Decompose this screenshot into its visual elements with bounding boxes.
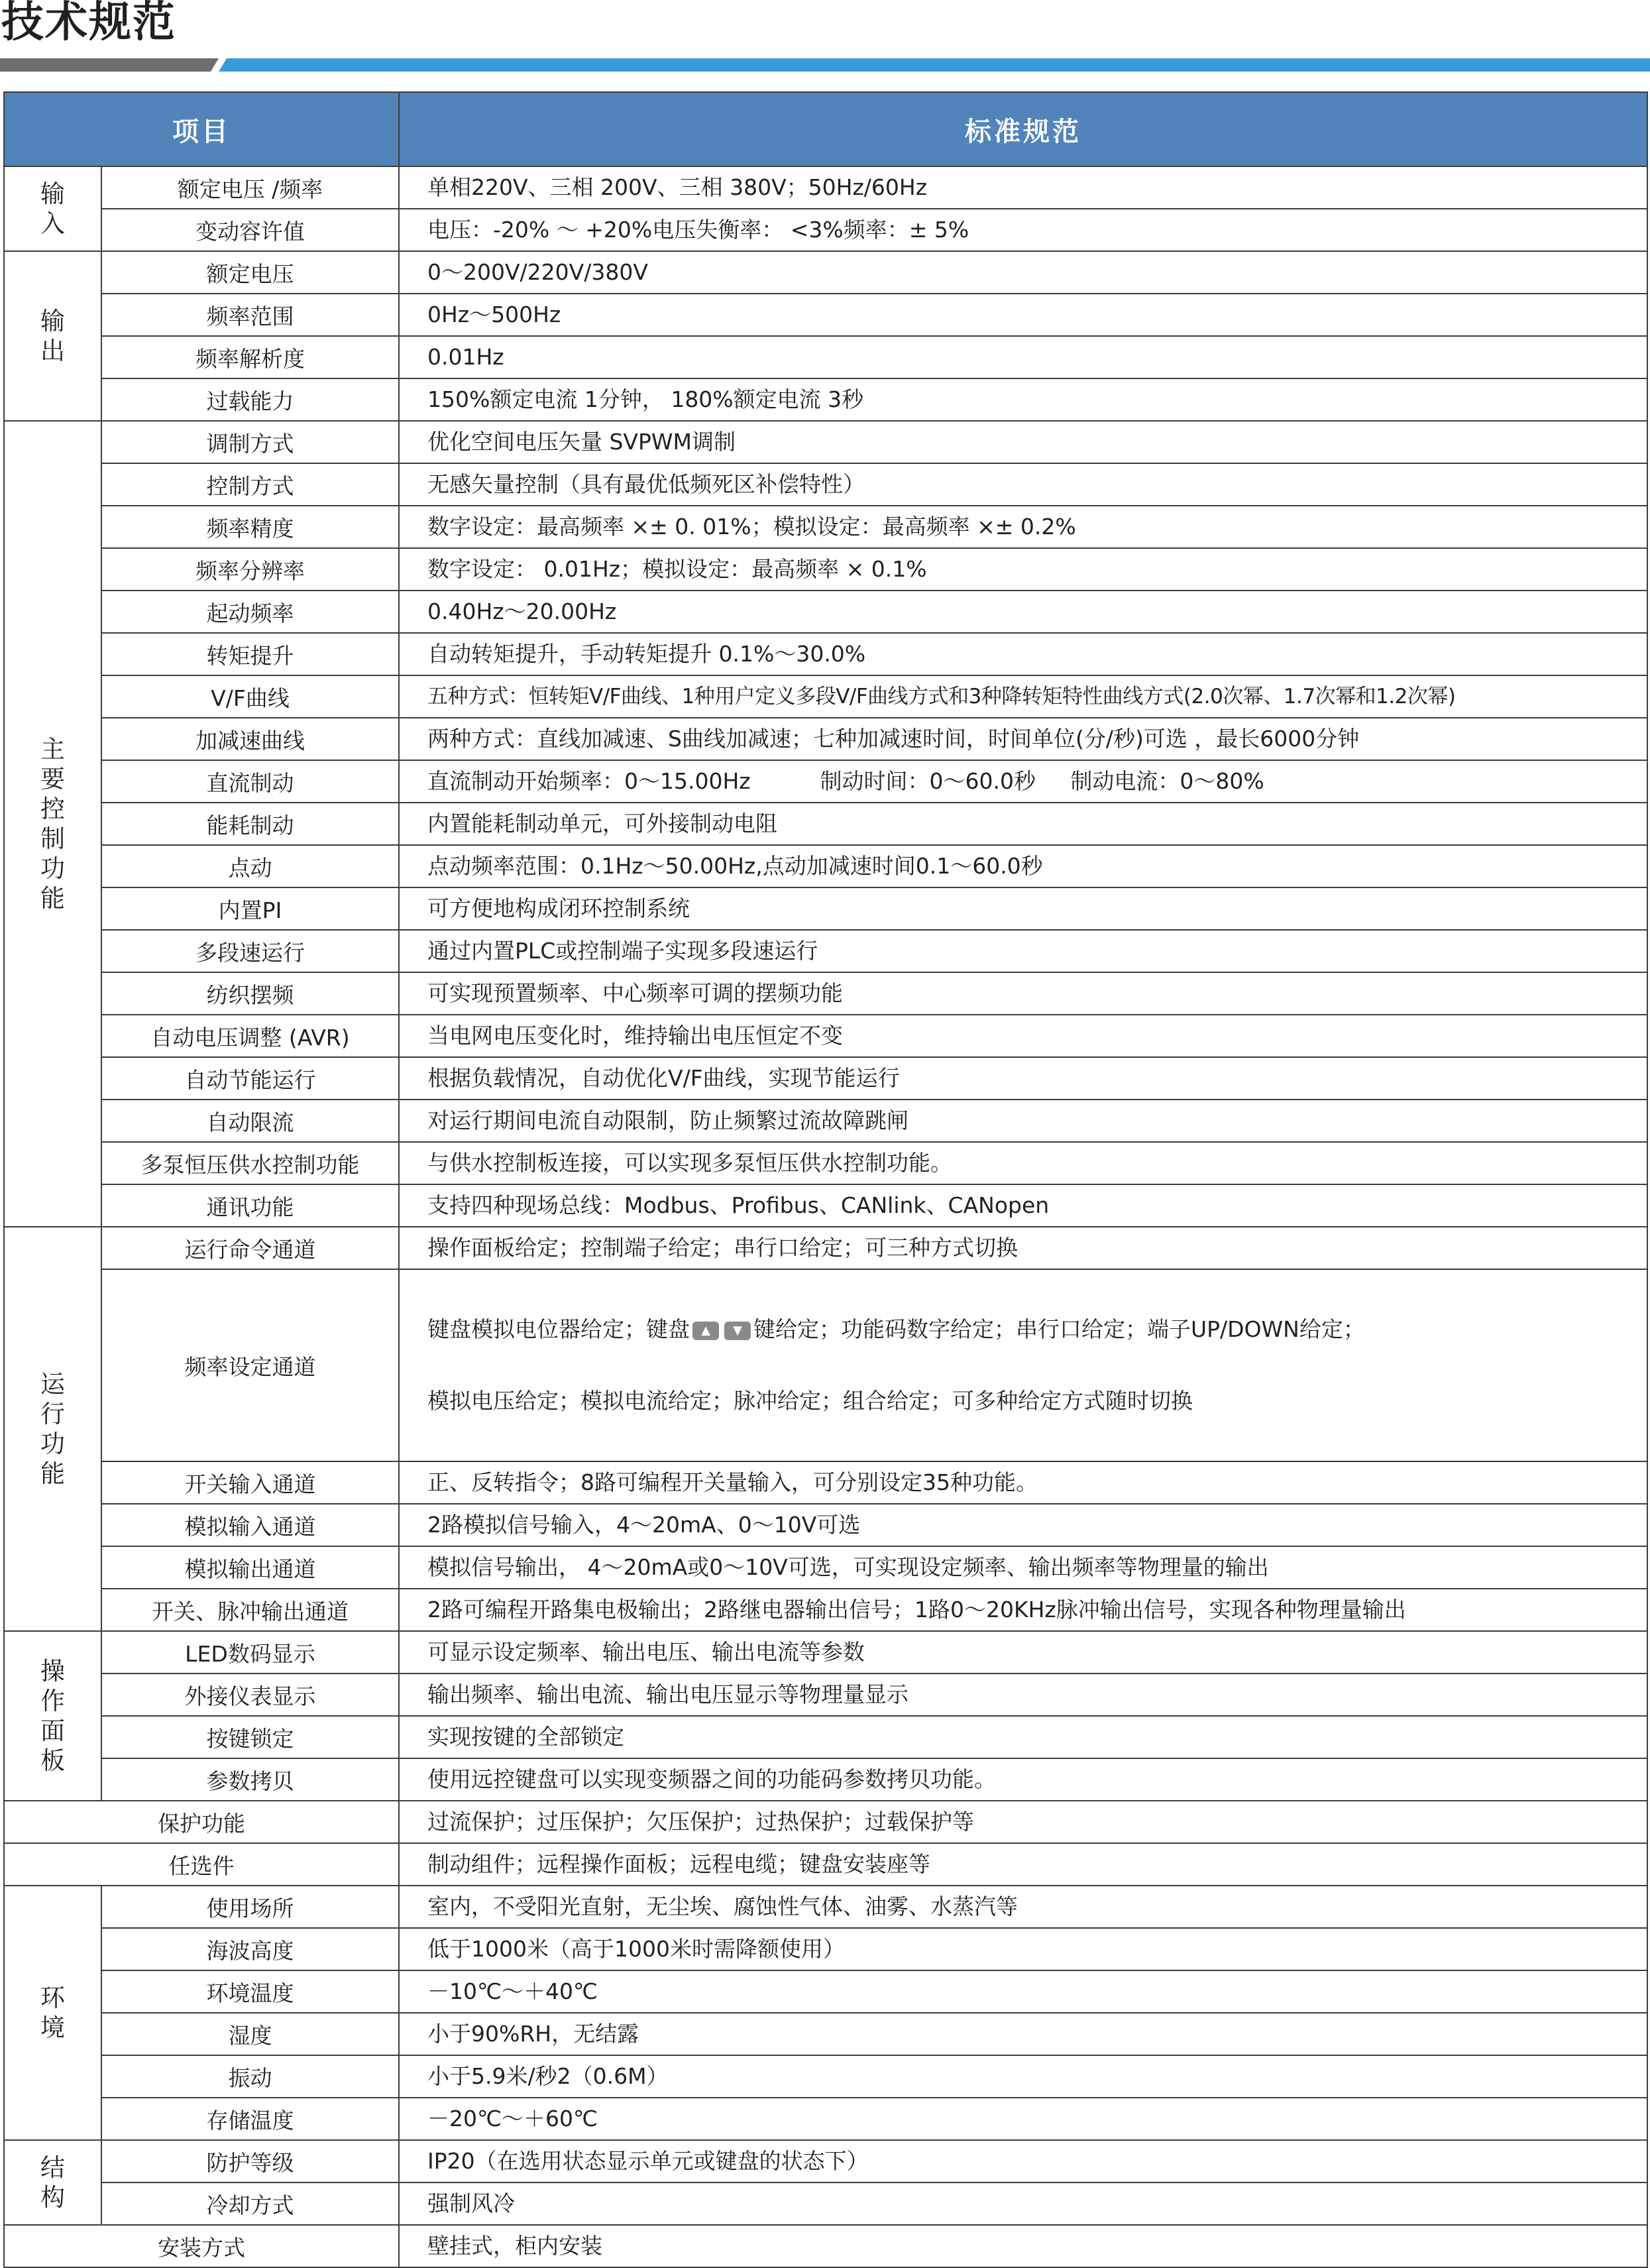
row-spec-multiline xyxy=(399,1269,1647,1461)
row-item: 加减速曲线 xyxy=(101,718,399,760)
row-spec: 制动组件；远程操作面板；远程电缆；键盘安装座等 xyxy=(399,1843,1647,1886)
row-item: 额定电压 /频率 xyxy=(101,166,399,209)
table-row xyxy=(4,1142,1647,1184)
row-item: 任选件 xyxy=(4,1843,399,1886)
header-item: 项目 xyxy=(4,92,399,166)
row-item: 自动电压调整 (AVR) xyxy=(101,1015,399,1057)
row-spec: 150%额定电流 1分钟， 180%额定电流 3秒 xyxy=(399,378,1647,421)
row-item: 开关、脉冲输出通道 xyxy=(101,1589,399,1631)
spec-line-2: 模拟电压给定；模拟电流给定；脉冲给定；组合给定；可多种给定方式随时切换 xyxy=(427,1388,1193,1414)
row-spec: 0.40Hz～20.00Hz xyxy=(399,591,1647,633)
row-spec: 输出频率、输出电流、输出电压显示等物理量显示 xyxy=(399,1673,1647,1716)
row-item: 存储温度 xyxy=(101,2098,399,2140)
table-row xyxy=(4,166,1647,209)
table-row xyxy=(4,1843,1647,1886)
table-row xyxy=(4,1057,1647,1100)
row-item: 控制方式 xyxy=(101,463,399,506)
row-spec: 2路模拟信号输入，4～20mA、0～10V可选 xyxy=(399,1504,1647,1546)
row-item: 模拟输出通道 xyxy=(101,1546,399,1589)
table-row xyxy=(4,2140,1647,2183)
row-spec: 壁挂式，柜内安装 xyxy=(399,2225,1647,2267)
row-item: 运行命令通道 xyxy=(101,1227,399,1269)
row-spec: 支持四种现场总线：Modbus、Profibus、CANlink、CANopen xyxy=(399,1184,1647,1227)
table-row xyxy=(4,1886,1647,1928)
table-row xyxy=(4,803,1647,845)
table-row xyxy=(4,1716,1647,1758)
row-spec: 无感矢量控制（具有最优低频死区补偿特性） xyxy=(399,463,1647,506)
row-item: 纺织摆频 xyxy=(101,972,399,1015)
group-label-output: 输 出 xyxy=(4,251,101,421)
row-item: 变动容许值 xyxy=(101,209,399,251)
row-spec: 两种方式：直线加减速、S曲线加减速；七种加减速时间，时间单位(分/秒)可选 ，最长6000分钟 xyxy=(399,718,1647,760)
table-row xyxy=(4,463,1647,506)
table-row xyxy=(4,1801,1647,1843)
row-spec: 通过内置PLC或控制端子实现多段速运行 xyxy=(399,930,1647,972)
row-spec: 可显示设定频率、输出电压、输出电流等参数 xyxy=(399,1631,1647,1673)
row-item: 过载能力 xyxy=(101,378,399,421)
row-item: 外接仪表显示 xyxy=(101,1673,399,1716)
row-spec: 对运行期间电流自动限制，防止频繁过流故障跳闸 xyxy=(399,1100,1647,1142)
table-row xyxy=(4,845,1647,887)
table-header-row xyxy=(4,92,1647,166)
table-row xyxy=(4,1504,1647,1546)
table-row xyxy=(4,506,1647,548)
row-spec: 电压：-20% ～ +20%电压失衡率： <3%频率：± 5% xyxy=(399,209,1647,251)
row-spec: 2路可编程开路集电极输出；2路继电器输出信号；1路0～20KHz脉冲输出信号，实现各种物理量输出 xyxy=(399,1589,1647,1631)
table-row xyxy=(4,1227,1647,1269)
table-row xyxy=(4,1184,1647,1227)
row-item: 频率解析度 xyxy=(101,336,399,378)
group-label-environment: 环 境 xyxy=(4,1886,101,2140)
table-row xyxy=(4,1928,1647,1970)
row-spec: 当电网电压变化时，维持输出电压恒定不变 xyxy=(399,1015,1647,1057)
table-row xyxy=(4,675,1647,718)
row-item: 振动 xyxy=(101,2055,399,2098)
table-row xyxy=(4,1589,1647,1631)
page-title: 技术规范 xyxy=(1,0,176,47)
row-item: 模拟输入通道 xyxy=(101,1504,399,1546)
title-underline-accent xyxy=(219,58,1650,72)
table-row xyxy=(4,1970,1647,2013)
row-item: 海波高度 xyxy=(101,1928,399,1970)
table-row xyxy=(4,1546,1647,1589)
spec-line-1: 键盘模拟电位器给定；键盘 ▲ ▼ 键给定；功能码数字给定；串行口给定；端子UP/DOWN给定； xyxy=(427,1316,1365,1342)
title-underline xyxy=(0,58,1650,72)
table-row xyxy=(4,718,1647,760)
table-row xyxy=(4,591,1647,633)
row-spec: 过流保护；过压保护；欠压保护；过热保护；过载保护等 xyxy=(399,1801,1647,1843)
row-spec: 使用远控键盘可以实现变频器之间的功能码参数拷贝功能。 xyxy=(399,1758,1647,1801)
row-item: 开关输入通道 xyxy=(101,1461,399,1504)
row-spec: 可方便地构成闭环控制系统 xyxy=(399,887,1647,930)
table-row xyxy=(4,1631,1647,1673)
row-item: 冷却方式 xyxy=(101,2183,399,2225)
row-spec: 模拟信号输出， 4～20mA或0～10V可选，可实现设定频率、输出频率等物理量的输出 xyxy=(399,1546,1647,1589)
group-label-main-control: 主 要 控 制 功 能 xyxy=(4,421,101,1227)
table-row xyxy=(4,972,1647,1015)
row-spec: 单相220V、三相 200V、三相 380V；50Hz/60Hz xyxy=(399,166,1647,209)
row-item: 频率分辨率 xyxy=(101,548,399,591)
row-spec: 内置能耗制动单元，可外接制动电阻 xyxy=(399,803,1647,845)
group-label-run-functions: 运 行 功 能 xyxy=(4,1227,101,1631)
row-item: 多段速运行 xyxy=(101,930,399,972)
row-item: 保护功能 xyxy=(4,1801,399,1843)
row-spec: 低于1000米（高于1000米时需降额使用） xyxy=(399,1928,1647,1970)
row-spec: 0～200V/220V/380V xyxy=(399,251,1647,294)
header-spec: 标准规范 xyxy=(399,92,1647,166)
row-item: 能耗制动 xyxy=(101,803,399,845)
row-item: 按键锁定 xyxy=(101,1716,399,1758)
row-spec: 0Hz～500Hz xyxy=(399,294,1647,336)
row-spec: 实现按键的全部锁定 xyxy=(399,1716,1647,1758)
row-item: 湿度 xyxy=(101,2013,399,2055)
row-spec: 强制风冷 xyxy=(399,2183,1647,2225)
table-row xyxy=(4,2183,1647,2225)
row-item: 内置PI xyxy=(101,887,399,930)
table-row xyxy=(4,2225,1647,2267)
table-row xyxy=(4,1758,1647,1801)
row-spec: 小于5.9米/秒2（0.6M） xyxy=(399,2055,1647,2098)
row-item: 调制方式 xyxy=(101,421,399,463)
row-item: 防护等级 xyxy=(101,2140,399,2183)
table-row xyxy=(4,1673,1647,1716)
table-row xyxy=(4,887,1647,930)
row-spec: 数字设定：最高频率 ×± 0. 01%；模拟设定：最高频率 ×± 0.2% xyxy=(399,506,1647,548)
table-row xyxy=(4,930,1647,972)
row-item: 频率范围 xyxy=(101,294,399,336)
table-row xyxy=(4,1015,1647,1057)
table-row xyxy=(4,209,1647,251)
row-spec: 自动转矩提升，手动转矩提升 0.1%～30.0% xyxy=(399,633,1647,675)
row-item: 参数拷贝 xyxy=(101,1758,399,1801)
row-item: 起动频率 xyxy=(101,591,399,633)
row-spec: 正、反转指令；8路可编程开关量输入，可分别设定35种功能。 xyxy=(399,1461,1647,1504)
row-spec: 室内，不受阳光直射，无尘埃、腐蚀性气体、油雾、水蒸汽等 xyxy=(399,1886,1647,1928)
row-item: LED数码显示 xyxy=(101,1631,399,1673)
table-row xyxy=(4,251,1647,294)
table-row xyxy=(4,1461,1647,1504)
table-row xyxy=(4,421,1647,463)
table-row xyxy=(4,378,1647,421)
table-row xyxy=(4,2055,1647,2098)
row-spec: 0.01Hz xyxy=(399,336,1647,378)
row-item: 多泵恒压供水控制功能 xyxy=(101,1142,399,1184)
row-spec: －20℃～＋60℃ xyxy=(399,2098,1647,2140)
row-item: 点动 xyxy=(101,845,399,887)
row-spec: －10℃～＋40℃ xyxy=(399,1970,1647,2013)
row-spec: 与供水控制板连接，可以实现多泵恒压供水控制功能。 xyxy=(399,1142,1647,1184)
table-row xyxy=(4,548,1647,591)
table-row xyxy=(4,2098,1647,2140)
row-spec: 数字设定： 0.01Hz；模拟设定：最高频率 × 0.1% xyxy=(399,548,1647,591)
row-spec: 五种方式：恒转矩V/F曲线、1种用户定义多段V/F曲线方式和3种降转矩特性曲线方式(2.0次幂、1.7次幂和1.2次幂) xyxy=(399,675,1647,718)
row-spec: 直流制动开始频率：0～15.00Hz 制动时间：0～60.0秒 制动电流：0～80% xyxy=(399,760,1647,803)
row-spec: 可实现预置频率、中心频率可调的摆频功能 xyxy=(399,972,1647,1015)
row-item: 额定电压 xyxy=(101,251,399,294)
row-item: 自动限流 xyxy=(101,1100,399,1142)
row-item: V/F曲线 xyxy=(101,675,399,718)
down-arrow-key-icon: ▼ xyxy=(724,1322,751,1340)
group-label-input: 输 入 xyxy=(4,166,101,251)
row-spec: 小于90%RH，无结露 xyxy=(399,2013,1647,2055)
row-item: 使用场所 xyxy=(101,1886,399,1928)
row-spec: 优化空间电压矢量 SVPWM调制 xyxy=(399,421,1647,463)
row-item: 直流制动 xyxy=(101,760,399,803)
row-item: 自动节能运行 xyxy=(101,1057,399,1100)
group-label-operation-panel: 操 作 面 板 xyxy=(4,1631,101,1801)
row-spec: 根据负载情况，自动优化V/F曲线，实现节能运行 xyxy=(399,1057,1647,1100)
title-underline-dark xyxy=(0,58,219,72)
table-row xyxy=(4,760,1647,803)
table-row xyxy=(4,294,1647,336)
row-item: 频率精度 xyxy=(101,506,399,548)
row-item: 通讯功能 xyxy=(101,1184,399,1227)
row-spec: IP20（在选用状态显示单元或键盘的状态下） xyxy=(399,2140,1647,2183)
table-row xyxy=(4,336,1647,378)
row-spec: 点动频率范围：0.1Hz～50.00Hz,点动加减速时间0.1～60.0秒 xyxy=(399,845,1647,887)
spec-table xyxy=(3,91,1648,2268)
row-item: 安装方式 xyxy=(4,2225,399,2267)
row-spec: 操作面板给定；控制端子给定；串行口给定；可三种方式切换 xyxy=(399,1227,1647,1269)
table-row xyxy=(4,1100,1647,1142)
up-arrow-key-icon: ▲ xyxy=(692,1322,719,1340)
group-label-structure: 结 构 xyxy=(4,2140,101,2225)
row-item: 环境温度 xyxy=(101,1970,399,2013)
table-row xyxy=(4,2013,1647,2055)
table-row xyxy=(4,1269,1647,1461)
table-row xyxy=(4,633,1647,675)
row-item: 频率设定通道 xyxy=(101,1269,399,1461)
row-item: 转矩提升 xyxy=(101,633,399,675)
